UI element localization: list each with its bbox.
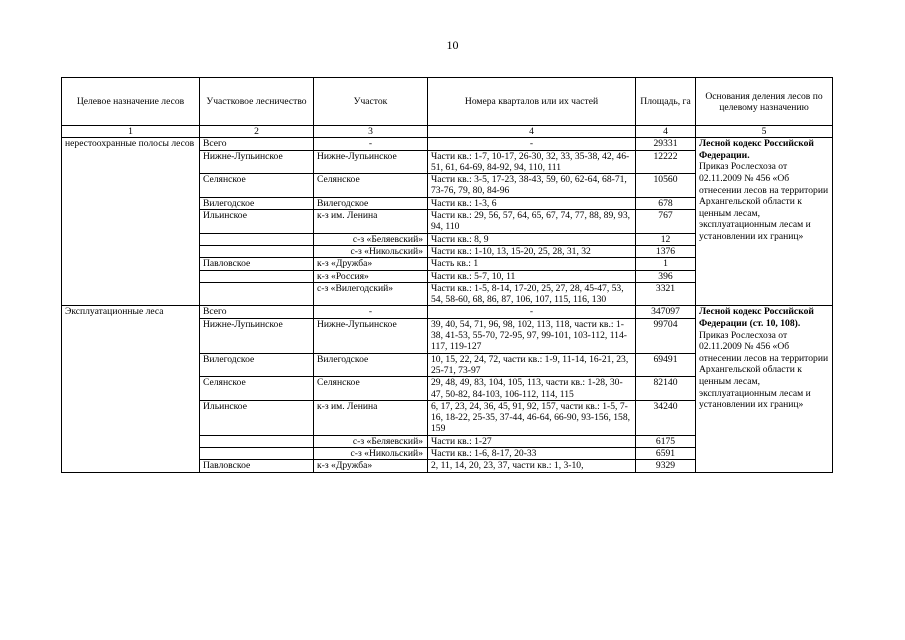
column-number: 1: [62, 126, 200, 138]
forestry-cell: [200, 233, 314, 245]
header-plot: Участок: [314, 78, 428, 126]
area-cell: 29331: [636, 138, 696, 150]
basis-order: Приказ Рослесхоза от 02.11.2009 № 456 «Об отнесении лесов на территории Архангельской области к ценным лесам, эксплуатационным лесам и установлении их границ»: [699, 161, 829, 243]
area-cell: 767: [636, 210, 696, 234]
area-cell: 12222: [636, 150, 696, 174]
column-number: 3: [314, 126, 428, 138]
column-number: 2: [200, 126, 314, 138]
plot-cell: Нижне-Лупьинское: [314, 318, 428, 353]
plot-cell: с-з «Никольский»: [314, 448, 428, 460]
basis-order: Приказ Рослесхоза от 02.11.2009 № 456 «Об отнесении лесов на территории Архангельской области к ценным лесам, эксплуатационным лесам и установлении их границ»: [699, 329, 829, 411]
forestry-cell: [200, 245, 314, 257]
plot-cell: с-з «Беляевский»: [314, 435, 428, 447]
plot-cell: к-з «Россия»: [314, 270, 428, 282]
plot-cell: Селянское: [314, 377, 428, 401]
area-cell: 82140: [636, 377, 696, 401]
forestry-cell: Ильинское: [200, 210, 314, 234]
basis-law: Лесной кодекс Российской Федерации.: [699, 138, 814, 161]
quarters-cell: Части кв.: 1-27: [428, 435, 636, 447]
header-quarters: Номера кварталов или их частей: [428, 78, 636, 126]
quarters-cell: 29, 48, 49, 83, 104, 105, 113, части кв.: 1-28, 30-47, 50-82, 84-103, 106-112, 114, 115: [428, 377, 636, 401]
header-basis: Основания деления лесов по целевому назначению: [696, 78, 833, 126]
page-number: 10: [446, 38, 459, 52]
plot-cell: с-з «Вилегодский»: [314, 282, 428, 306]
basis-cell: [696, 306, 833, 472]
area-cell: 69491: [636, 353, 696, 377]
column-number: 4: [636, 126, 696, 138]
area-cell: 12: [636, 233, 696, 245]
plot-cell: Нижне-Лупьинское: [314, 150, 428, 174]
area-cell: 99704: [636, 318, 696, 353]
quarters-cell: Части кв.: 8, 9: [428, 233, 636, 245]
plot-cell: Селянское: [314, 174, 428, 198]
plot-cell: Вилегодское: [314, 197, 428, 209]
forestry-cell: Вилегодское: [200, 197, 314, 209]
column-number: 4: [428, 126, 636, 138]
header-forestry: Участковое лесничество: [200, 78, 314, 126]
area-cell: 9329: [636, 460, 696, 472]
header-purpose: Целевое назначение лесов: [62, 78, 200, 126]
header-row: [62, 78, 833, 126]
quarters-cell: 10, 15, 22, 24, 72, части кв.: 1-9, 11-14, 16-21, 23, 25-71, 73-97: [428, 353, 636, 377]
quarters-cell: Части кв.: 1-6, 8-17, 20-33: [428, 448, 636, 460]
quarters-cell: Части кв.: 3-5, 17-23, 38-43, 59, 60, 62-64, 68-71, 73-76, 79, 80, 84-96: [428, 174, 636, 198]
area-cell: 1376: [636, 245, 696, 257]
quarters-cell: -: [428, 138, 636, 150]
purpose-cell: Эксплуатационные леса: [62, 306, 200, 472]
quarters-cell: -: [428, 306, 636, 318]
forestry-cell: Нижне-Лупьинское: [200, 150, 314, 174]
plot-cell: -: [314, 138, 428, 150]
forestry-cell: Нижне-Лупьинское: [200, 318, 314, 353]
forestry-cell: Вилегодское: [200, 353, 314, 377]
plot-cell: с-з «Никольский»: [314, 245, 428, 257]
area-cell: 6175: [636, 435, 696, 447]
column-number-row: [62, 126, 833, 138]
area-cell: 6591: [636, 448, 696, 460]
forestry-cell: Павловское: [200, 258, 314, 270]
forestry-cell: [200, 270, 314, 282]
quarters-cell: 6, 17, 23, 24, 36, 45, 91, 92, 157, части кв.: 1-5, 7-16, 18-22, 25-35, 37-44, 46-64, 66-90, 93-156, 158, 159: [428, 400, 636, 435]
plot-cell: Вилегодское: [314, 353, 428, 377]
table-row: [62, 306, 833, 318]
basis-law: Лесной кодекс Российской Федерации (ст. 10, 108).: [699, 306, 814, 330]
forestry-cell: [200, 282, 314, 306]
plot-cell: к-з им. Ленина: [314, 210, 428, 234]
plot-cell: -: [314, 306, 428, 318]
quarters-cell: Части кв.: 29, 56, 57, 64, 65, 67, 74, 77, 88, 89, 93, 94, 110: [428, 210, 636, 234]
quarters-cell: 39, 40, 54, 71, 96, 98, 102, 113, 118, части кв.: 1-38, 41-53, 55-70, 72-95, 97, 99-101, 103-112, 114-117, 119-127: [428, 318, 636, 353]
forestry-cell: Всего: [200, 138, 314, 150]
quarters-cell: Часть кв.: 1: [428, 258, 636, 270]
area-cell: 1: [636, 258, 696, 270]
forestry-cell: Павловское: [200, 460, 314, 472]
area-cell: 396: [636, 270, 696, 282]
quarters-cell: Части кв.: 1-5, 8-14, 17-20, 25, 27, 28, 45-47, 53, 54, 58-60, 68, 86, 87, 106, 107, 115, 116, 130: [428, 282, 636, 306]
plot-cell: к-з «Дружба»: [314, 258, 428, 270]
purpose-cell: нерестоохранные полосы лесов: [62, 138, 200, 306]
area-cell: 34240: [636, 400, 696, 435]
header-area: Площадь, га: [636, 78, 696, 126]
area-cell: 10560: [636, 174, 696, 198]
forestry-cell: Всего: [200, 306, 314, 318]
area-cell: 347097: [636, 306, 696, 318]
forestry-cell: Селянское: [200, 174, 314, 198]
quarters-cell: Части кв.: 1-3, 6: [428, 197, 636, 209]
forestry-cell: [200, 435, 314, 447]
plot-cell: с-з «Беляевский»: [314, 233, 428, 245]
forestry-cell: Селянское: [200, 377, 314, 401]
plot-cell: к-з им. Ленина: [314, 400, 428, 435]
plot-cell: к-з «Дружба»: [314, 460, 428, 472]
quarters-cell: Части кв.: 5-7, 10, 11: [428, 270, 636, 282]
area-cell: 3321: [636, 282, 696, 306]
quarters-cell: 2, 11, 14, 20, 23, 37, части кв.: 1, 3-10,: [428, 460, 636, 472]
area-cell: 678: [636, 197, 696, 209]
column-number: 5: [696, 126, 833, 138]
quarters-cell: Части кв.: 1-10, 13, 15-20, 25, 28, 31, 32: [428, 245, 636, 257]
quarters-cell: Части кв.: 1-7, 10-17, 26-30, 32, 33, 35-38, 42, 46-51, 61, 64-69, 84-92, 94, 110, 111: [428, 150, 636, 174]
table-row: [62, 138, 833, 150]
forestry-cell: [200, 448, 314, 460]
basis-cell: [696, 138, 833, 306]
forestry-cell: Ильинское: [200, 400, 314, 435]
forest-purpose-table: [61, 77, 833, 473]
